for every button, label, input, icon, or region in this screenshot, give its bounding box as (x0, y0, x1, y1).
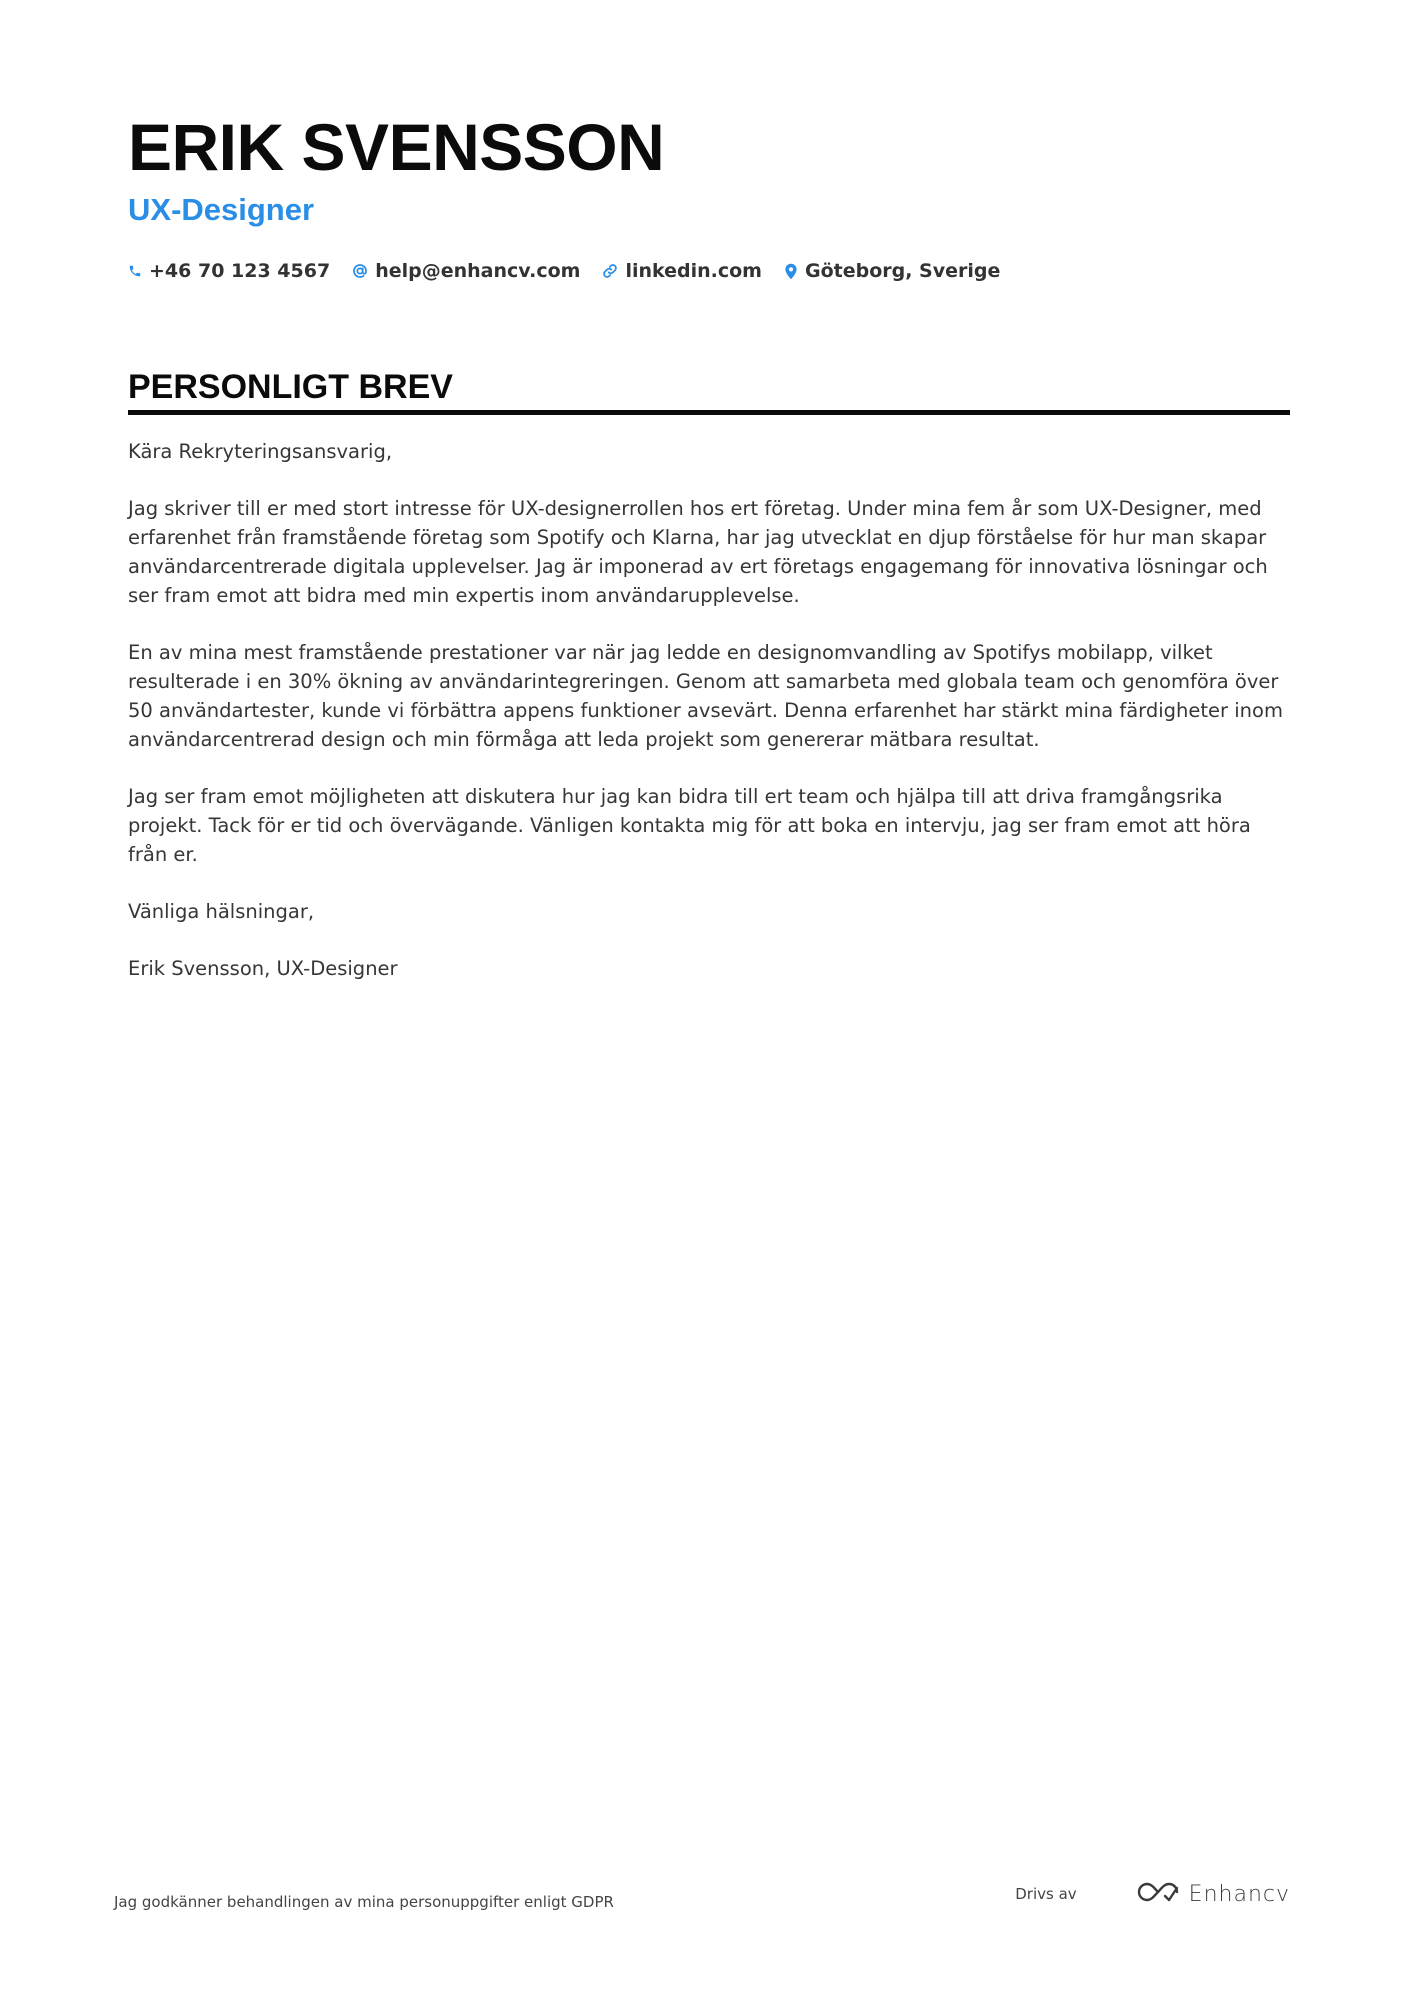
contact-linkedin-text: linkedin.com (625, 260, 762, 282)
letter-closing: Vänliga hälsningar, (128, 900, 315, 923)
letter-body (128, 437, 1290, 983)
letter-greeting: Kära Rekryteringsansvarig, (128, 440, 393, 463)
header (128, 108, 1288, 282)
contact-phone-text: +46 70 123 4567 (149, 260, 331, 282)
letter-paragraph: Jag ser fram emot möjligheten att diskutera hur jag kan bidra till ert team och hjälpa till att driva framgångsrika projekt. Tack för er tid och övervägande. Vänligen kontakta mig för att boka en intervju, jag ser fram emot att höra från er. (128, 785, 1251, 866)
letter-signature: Erik Svensson, UX-Designer (128, 957, 398, 980)
candidate-role: UX-Designer (128, 192, 315, 227)
phone-icon (128, 264, 142, 278)
contact-linkedin[interactable] (602, 260, 762, 282)
powered-by-label: Drivs av (1015, 1885, 1077, 1903)
infinity-logo-icon (1135, 1880, 1181, 1908)
contact-location (784, 260, 1000, 282)
contact-phone[interactable] (128, 260, 330, 282)
location-pin-icon (784, 263, 798, 280)
gdpr-consent: Jag godkänner behandlingen av mina personuppgifter enligt GDPR (114, 1893, 614, 1911)
cover-letter-section (128, 366, 1290, 1011)
contact-email-text: help@enhancv.com (375, 260, 581, 282)
contact-row (128, 260, 1288, 282)
letter-paragraph: Jag skriver till er med stort intresse för UX-designerrollen hos ert företag. Under mina fem år som UX-Designer, med erfarenhet från framstående företag som Spotify och Klarna, har jag utvecklat en djup förståelse för hur man skapar användarcentrerade digitala upplevelser. Jag är imponerad av ert företags engagemang för innovativa lösningar och ser fram emot att bidra med min expertis inom användarupplevelse. (128, 497, 1268, 607)
contact-location-text: Göteborg, Sverige (804, 260, 1001, 282)
letter-paragraph: En av mina mest framstående prestationer var när jag ledde en designomvandling av Spotifys mobilapp, vilket resulterade i en 30% ökning av användarintegreringen. Genom att samarbeta med globala team och genomföra över 50 användartester, kunde vi förbättra appens funktioner avsevärt. Denna erfarenhet har stärkt mina färdigheter inom användarcentrerad design och min förmåga att leda projekt som genererar mätbara resultat. (128, 641, 1283, 751)
link-icon (602, 263, 618, 279)
section-divider (128, 410, 1290, 415)
candidate-name: ERIK SVENSSON (128, 110, 665, 184)
footer-branding (1015, 1880, 1290, 1908)
brand-name: Enhancv (1188, 1881, 1290, 1907)
enhancv-logo[interactable] (1135, 1880, 1290, 1908)
section-title: PERSONLIGT BREV (128, 368, 453, 406)
at-icon (352, 263, 368, 279)
contact-email[interactable] (352, 260, 580, 282)
